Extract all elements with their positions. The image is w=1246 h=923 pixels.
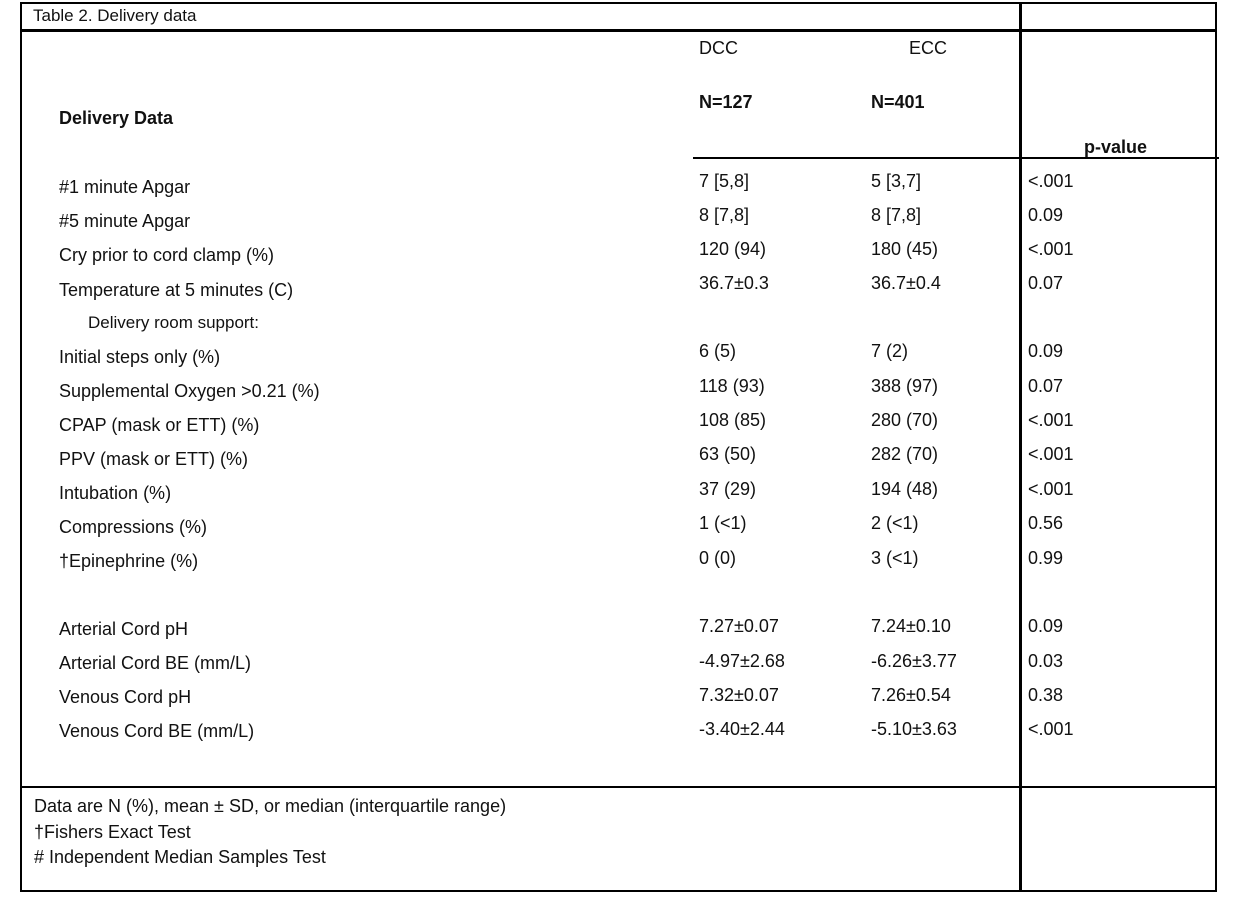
cell-ecc: 7 (2): [871, 341, 909, 361]
cell-dcc: 37 (29): [699, 479, 757, 499]
header-n-dcc: N=127: [699, 92, 753, 112]
cell-ecc: 280 (70): [871, 410, 939, 430]
cell-ecc: 194 (48): [871, 479, 939, 499]
cell-ecc: 7.26±0.54: [871, 685, 951, 705]
cell-ecc: 388 (97): [871, 376, 939, 396]
row-label: Compressions (%): [59, 517, 208, 537]
cell-p-value: 0.38: [1028, 685, 1064, 705]
header-n-ecc: N=401: [871, 92, 925, 112]
cell-p-value: 0.07: [1028, 376, 1064, 396]
footnote-1: Data are N (%), mean ± SD, or median (interquartile range): [34, 796, 507, 816]
cell-ecc: 282 (70): [871, 444, 939, 464]
cell-ecc: 2 (<1): [871, 513, 919, 533]
row-label: Temperature at 5 minutes (C): [59, 280, 294, 300]
cell-p-value: <.001: [1028, 444, 1074, 464]
cell-p-value: 0.99: [1028, 548, 1064, 568]
cell-ecc: -6.26±3.77: [871, 651, 957, 671]
footnote-2: †Fishers Exact Test: [34, 822, 191, 842]
cell-dcc: -4.97±2.68: [699, 651, 785, 671]
cell-ecc: -5.10±3.63: [871, 719, 957, 739]
cell-p-value: 0.09: [1028, 616, 1064, 636]
header-p-value: p-value: [1084, 137, 1148, 157]
table-title: Table 2. Delivery data: [33, 6, 197, 25]
row-label: Venous Cord BE (mm/L): [59, 721, 255, 741]
cell-dcc: 0 (0): [699, 548, 737, 568]
cell-p-value: <.001: [1028, 719, 1074, 739]
cell-dcc: 118 (93): [699, 376, 765, 396]
cell-dcc: 8 [7,8]: [699, 205, 750, 225]
cell-dcc: 7 [5,8]: [699, 171, 750, 191]
cell-dcc: 36.7±0.3: [699, 273, 769, 293]
row-label: Initial steps only (%): [59, 347, 221, 367]
cell-dcc: 108 (85): [699, 410, 767, 430]
cell-ecc: 8 [7,8]: [871, 205, 922, 225]
row-label: Venous Cord pH: [59, 687, 192, 707]
title-divider: [20, 29, 1217, 32]
cell-ecc: 3 (<1): [871, 548, 919, 568]
cell-ecc: 180 (45): [871, 239, 939, 259]
cell-dcc: -3.40±2.44: [699, 719, 785, 739]
row-label: Arterial Cord pH: [59, 619, 189, 639]
cell-p-value: <.001: [1028, 239, 1074, 259]
cell-p-value: <.001: [1028, 171, 1074, 191]
header-underline: [693, 157, 1219, 159]
cell-dcc: 120 (94): [699, 239, 767, 259]
row-label: Intubation (%): [59, 483, 172, 503]
cell-dcc: 7.32±0.07: [699, 685, 779, 705]
row-label: CPAP (mask or ETT) (%): [59, 415, 260, 435]
cell-dcc: 63 (50): [699, 444, 757, 464]
footnote-divider: [20, 786, 1217, 788]
row-label: Arterial Cord BE (mm/L): [59, 653, 252, 673]
cell-ecc: 5 [3,7]: [871, 171, 922, 191]
cell-p-value: <.001: [1028, 479, 1074, 499]
row-label: PPV (mask or ETT) (%): [59, 449, 249, 469]
footnote-3: # Independent Median Samples Test: [34, 847, 326, 867]
cell-p-value: 0.09: [1028, 341, 1064, 361]
header-dcc: DCC: [699, 38, 738, 58]
p-value-column-divider: [1019, 2, 1022, 892]
cell-ecc: 7.24±0.10: [871, 616, 951, 636]
cell-p-value: 0.03: [1028, 651, 1064, 671]
row-label: Delivery room support:: [88, 313, 260, 332]
cell-dcc: 1 (<1): [699, 513, 747, 533]
cell-ecc: 36.7±0.4: [871, 273, 941, 293]
row-label: #1 minute Apgar: [59, 177, 191, 197]
cell-p-value: 0.07: [1028, 273, 1064, 293]
row-label: Supplemental Oxygen >0.21 (%): [59, 381, 320, 401]
cell-p-value: 0.09: [1028, 205, 1064, 225]
row-label: †Epinephrine (%): [59, 551, 199, 571]
header-ecc: ECC: [909, 38, 948, 58]
row-label: #5 minute Apgar: [59, 211, 191, 231]
header-row-label: Delivery Data: [59, 108, 174, 128]
cell-p-value: <.001: [1028, 410, 1074, 430]
cell-p-value: 0.56: [1028, 513, 1064, 533]
row-label: Cry prior to cord clamp (%): [59, 245, 275, 265]
cell-dcc: 6 (5): [699, 341, 737, 361]
cell-dcc: 7.27±0.07: [699, 616, 779, 636]
